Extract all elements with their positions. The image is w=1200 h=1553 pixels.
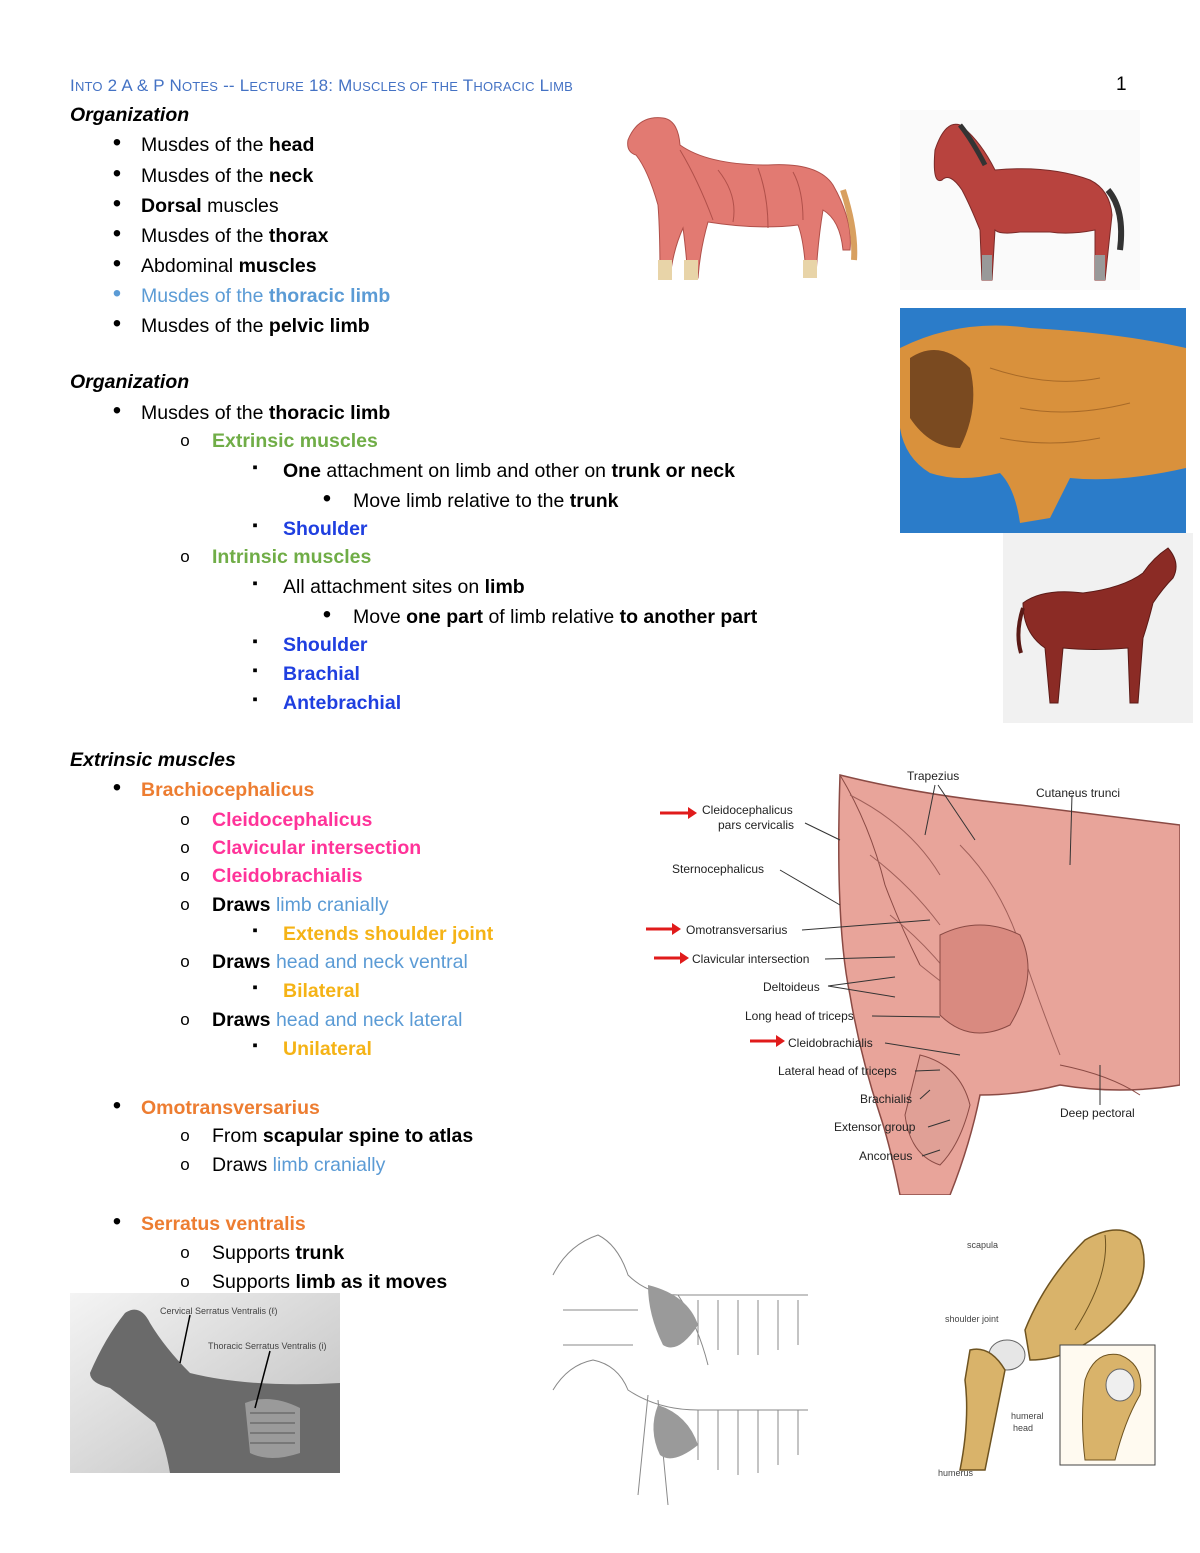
label-deltoideus: Deltoideus: [763, 980, 820, 994]
extrinsic-label: Extrinsic muscles: [212, 430, 378, 452]
label-cleidobrachialis: Cleidobrachialis: [788, 1036, 873, 1050]
horse-muscle-image-side: [1003, 533, 1193, 723]
list-item: Draws head and neck ventral: [212, 951, 468, 973]
diagram-leader-lines: [640, 765, 1180, 1195]
list-item: Musdes of the head: [141, 134, 315, 156]
horse-serratus-image: [70, 1293, 340, 1473]
label-trapezius: Trapezius: [907, 769, 960, 783]
list-item: Musdes of the neck: [141, 165, 314, 187]
list-item: Move one part of limb relative to another part: [353, 606, 758, 628]
label-anconeus: Anconeus: [859, 1149, 913, 1163]
extrinsic-heading: Extrinsic muscles: [70, 749, 236, 771]
list-item: Move limb relative to the trunk: [353, 490, 619, 512]
label-brachialis: Brachialis: [860, 1092, 913, 1106]
omotransversarius: Omotransversarius: [141, 1097, 320, 1119]
label-head: head: [1013, 1423, 1034, 1433]
label-cleidocephalicus: Cleidocephalicus: [702, 803, 793, 817]
list-item: Musdes of the pelvic limb: [141, 315, 370, 337]
list-item: Musdes of the thoracic limb: [141, 402, 391, 424]
list-item: Supports trunk: [212, 1242, 345, 1264]
label-cervical-serratus: Cervical Serratus Ventralis (ℓ): [160, 1306, 278, 1316]
shoulder-bone-illustration: [935, 1220, 1180, 1490]
label-extensor-group: Extensor group: [834, 1120, 916, 1134]
page-header: INTO 2 A & P NOTES -- LECTURE 18: MUSCLES OF THE THORACIC LIMB: [70, 76, 574, 95]
list-item: One attachment on limb and other on trunk or neck: [283, 460, 735, 482]
red-arrows: [646, 807, 788, 1047]
label-deep-pectoral: Deep pectoral: [1060, 1106, 1135, 1120]
list-item: Unilateral: [283, 1038, 372, 1060]
list-item: Extends shoulder joint: [283, 923, 494, 945]
list-item: Shoulder: [283, 518, 368, 540]
list-item: Abdominal muscles: [141, 255, 317, 277]
list-item: Draws limb cranially: [212, 894, 389, 916]
intrinsic-label: Intrinsic muscles: [212, 546, 372, 568]
list-item: From scapular spine to atlas: [212, 1125, 474, 1147]
list-item-highlighted: Musdes of the thoracic limb: [141, 285, 391, 307]
list-item: Draws head and neck lateral: [212, 1009, 463, 1031]
label-long-head-triceps: Long head of triceps: [745, 1009, 854, 1023]
label-pars-cervicalis: pars cervicalis: [718, 818, 795, 832]
label-sternocephalicus: Sternocephalicus: [672, 862, 765, 876]
label-omotransversarius: Omotransversarius: [686, 923, 788, 937]
label-humerus: humerus: [938, 1468, 974, 1478]
serratus-ventralis: Serratus ventralis: [141, 1213, 306, 1235]
list-item: All attachment sites on limb: [283, 576, 525, 598]
skeleton-serratus-drawing: [548, 1215, 813, 1515]
list-item: Antebrachial: [283, 692, 402, 714]
label-scapula: scapula: [967, 1240, 999, 1250]
list-item: Brachial: [283, 663, 360, 685]
label-lateral-head-triceps: Lateral head of triceps: [778, 1064, 897, 1078]
dog-muscle-image: [618, 110, 858, 290]
list-item: Musdes of the thorax: [141, 225, 329, 247]
organization-heading-1: Organization: [70, 104, 190, 126]
list-item: Cleidobrachialis: [212, 865, 363, 887]
list-item: Clavicular intersection: [212, 837, 422, 859]
list-item: Bilateral: [283, 980, 360, 1002]
list-item: Cleidocephalicus: [212, 809, 373, 831]
list-item: Dorsal muscles: [141, 195, 279, 217]
label-shoulder-joint: shoulder joint: [945, 1314, 999, 1324]
list-item: Shoulder: [283, 634, 368, 656]
label-clavicular-intersection: Clavicular intersection: [692, 952, 810, 966]
list-item: Draws limb cranially: [212, 1154, 386, 1176]
organization-heading-2: Organization: [70, 371, 190, 393]
list-item: Supports limb as it moves: [212, 1271, 448, 1293]
horse-muscle-image-top: [900, 110, 1140, 290]
label-thoracic-serratus: Thoracic Serratus Ventralis (i): [208, 1341, 327, 1351]
dissection-photo: [900, 308, 1186, 533]
brachiocephalicus: Brachiocephalicus: [141, 779, 315, 801]
label-cutaneus-trunci: Cutaneus trunci: [1036, 786, 1121, 800]
page-number: 1: [1116, 74, 1127, 95]
label-humeral: humeral: [1011, 1411, 1044, 1421]
